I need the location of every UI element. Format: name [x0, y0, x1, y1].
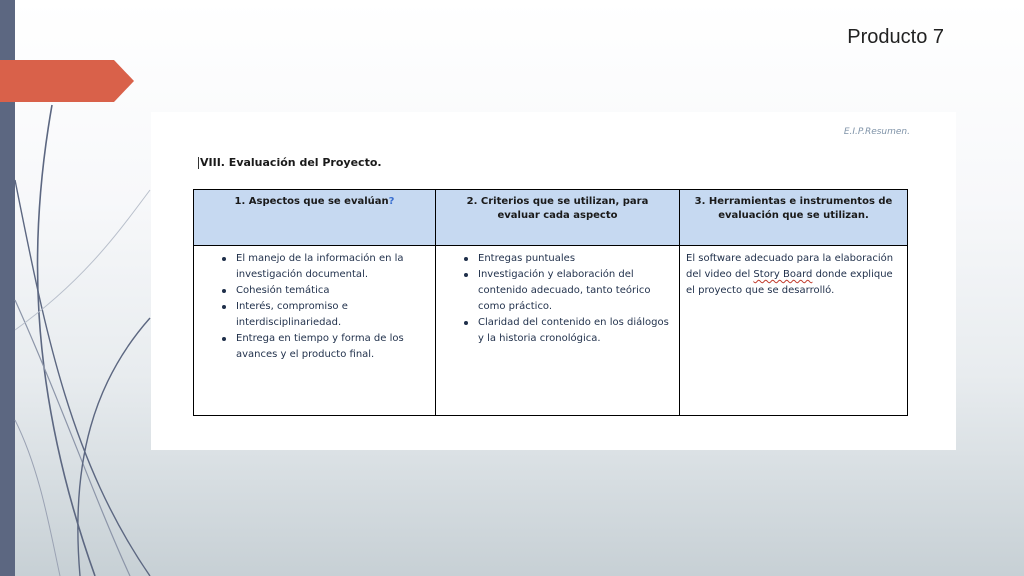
tools-cell: [680, 246, 908, 416]
list-item: Cohesión temática: [236, 283, 429, 299]
section-title: VIII. Evaluación del Proyecto.: [200, 156, 382, 169]
document-image: [151, 112, 956, 450]
column-header-aspects: [194, 190, 436, 246]
question-mark: ?: [388, 196, 395, 207]
list-item: Interés, compromiso e interdisciplinariedad.: [236, 299, 429, 331]
column-header-aspects-text: 1. Aspectos que se evalúan: [234, 196, 389, 207]
list-item: Entregas puntuales: [478, 251, 673, 267]
list-item: Claridad del contenido en los diálogos y la historia cronológica.: [478, 315, 673, 347]
aspects-cell: [194, 246, 436, 416]
spellcheck-marked-text: Story Board: [753, 269, 813, 280]
document-header-note: E.I.P.Resumen.: [843, 127, 910, 137]
evaluation-table: [193, 189, 908, 416]
criteria-cell: [436, 246, 680, 416]
list-item: El manejo de la información en la investigación documental.: [236, 251, 429, 283]
column-header-criteria: 2. Criterios que se utilizan, para evaluar cada aspecto: [436, 190, 680, 246]
criteria-list: [442, 251, 673, 347]
tools-text-before: El software adecuado para la elaboración del video del: [686, 253, 894, 280]
tools-text-after: donde explique el proyecto que se desarrolló.: [686, 269, 893, 296]
list-item: Entrega en tiempo y forma de los avances y el producto final.: [236, 331, 429, 363]
aspects-list: [200, 251, 429, 363]
accent-arrow-shape: [0, 60, 134, 102]
slide-title: Producto 7: [847, 26, 944, 48]
table-header-row: [194, 190, 908, 246]
text-cursor: [198, 157, 199, 169]
column-header-tools: 3. Herramientas e instrumentos de evaluación que se utilizan.: [680, 190, 908, 246]
table-row: [194, 246, 908, 416]
list-item: Investigación y elaboración del contenido adecuado, tanto teórico como práctico.: [478, 267, 673, 315]
